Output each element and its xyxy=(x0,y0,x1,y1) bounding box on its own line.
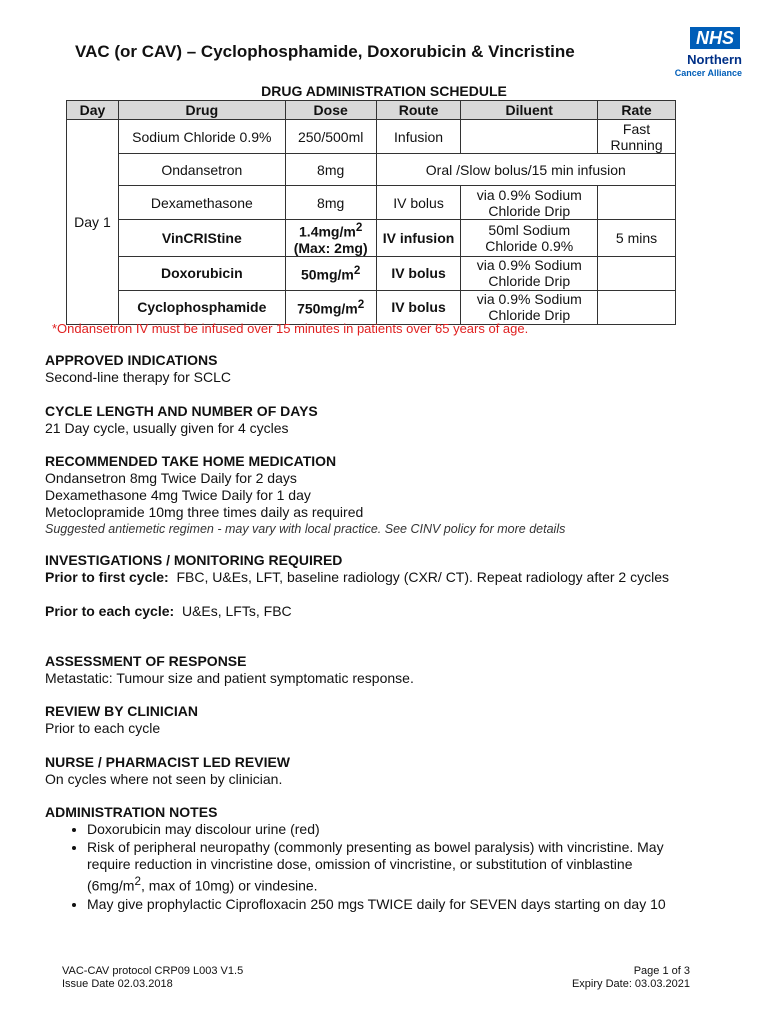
section-heading: APPROVED INDICATIONS xyxy=(45,352,218,368)
rate-cell: 5 mins xyxy=(598,220,676,257)
table-row xyxy=(67,290,676,324)
route-cell: IV bolus xyxy=(376,186,461,220)
section-heading: RECOMMENDED TAKE HOME MEDICATION xyxy=(45,453,337,469)
medication-line: Metoclopramide 10mg three times daily as required xyxy=(45,504,364,520)
header-dose: Dose xyxy=(285,101,376,120)
diluent-cell: via 0.9% Sodium Chloride Drip xyxy=(461,256,598,290)
rate-cell xyxy=(598,256,676,290)
dose-cell xyxy=(285,290,376,324)
rate-cell: Fast Running xyxy=(598,120,676,154)
section-take-home xyxy=(45,453,685,538)
section-heading: NURSE / PHARMACIST LED REVIEW xyxy=(45,754,291,770)
dose-cell: 8mg xyxy=(285,186,376,220)
section-heading: ASSESSMENT OF RESPONSE xyxy=(45,653,247,669)
table-row xyxy=(67,154,676,186)
drug-cell: VinCRIStine xyxy=(118,220,285,257)
table-header-row xyxy=(67,101,676,120)
dose-value: 50mg/m xyxy=(300,266,354,283)
section-investigations xyxy=(45,552,685,620)
section-heading: CYCLE LENGTH AND NUMBER OF DAYS xyxy=(45,403,318,419)
dose-superscript: 2 xyxy=(357,298,365,312)
drug-cell: Dexamethasone xyxy=(118,186,285,220)
nhs-logo xyxy=(672,25,746,81)
header-day: Day xyxy=(67,101,119,120)
route-cell: Infusion xyxy=(376,120,461,154)
first-cycle-text xyxy=(45,569,685,586)
document-title: VAC (or CAV) – Cyclophosphamide, Doxorubicin & Vincristine xyxy=(75,42,575,61)
section-cycle xyxy=(45,403,685,437)
first-cycle-detail: FBC, U&Es, LFT, baseline radiology (CXR/ CT). Repeat radiology after 2 cycles xyxy=(176,569,670,585)
org-name-line2: Cancer Alliance xyxy=(674,68,742,78)
section-nurse-review xyxy=(45,754,685,788)
table-row xyxy=(67,186,676,220)
dose-cell xyxy=(285,256,376,290)
ondansetron-footnote: *Ondansetron IV must be infused over 15 minutes in patients over 65 years of age. xyxy=(52,321,529,336)
footer-page: Page 1 of 3 xyxy=(633,965,690,977)
section-text: On cycles where not seen by clinician. xyxy=(45,771,283,787)
footer-expiry-date: Expiry Date: 03.03.2021 xyxy=(571,978,690,990)
section-admin-notes xyxy=(45,804,685,914)
diluent-cell: via 0.9% Sodium Chloride Drip xyxy=(461,290,598,324)
list-item xyxy=(87,839,685,895)
list-item: • Doxorubicin may discolour urine (red) xyxy=(87,821,685,838)
drug-schedule-table xyxy=(66,100,676,325)
route-cell: IV bolus xyxy=(376,290,461,324)
diluent-cell: via 0.9% Sodium Chloride Drip xyxy=(461,186,598,220)
table-row xyxy=(67,256,676,290)
route-diluent-rate-cell: Oral /Slow bolus/15 min infusion xyxy=(376,154,675,186)
schedule-title: DRUG ADMINISTRATION SCHEDULE xyxy=(261,83,507,99)
dose-superscript: 2 xyxy=(353,264,361,278)
section-review xyxy=(45,703,685,737)
drug-cell: Doxorubicin xyxy=(118,256,285,290)
medication-line: Ondansetron 8mg Twice Daily for 2 days xyxy=(45,470,297,486)
first-cycle-label: Prior to first cycle: xyxy=(45,569,169,585)
list-item: • May give prophylactic Ciprofloxacin 250 mgs TWICE daily for SEVEN days starting on day 10 xyxy=(87,896,685,913)
route-cell: IV bolus xyxy=(376,256,461,290)
superscript: 2 xyxy=(134,875,141,888)
dose-cell xyxy=(285,220,376,257)
each-cycle-text xyxy=(45,603,685,620)
route-cell: IV infusion xyxy=(376,220,461,257)
drug-cell: Sodium Chloride 0.9% xyxy=(118,120,285,154)
dose-max: (Max: 2mg) xyxy=(293,239,368,256)
neuropathy-text-end: , max of 10mg) or vindesine. xyxy=(140,877,318,894)
day-cell: Day 1 xyxy=(67,120,119,325)
medication-line: Dexamethasone 4mg Twice Daily for 1 day xyxy=(45,487,311,503)
dose-cell: 8mg xyxy=(285,154,376,186)
org-name-line1: Northern xyxy=(687,52,742,67)
header-diluent: Diluent xyxy=(461,101,598,120)
section-text: Second-line therapy for SCLC xyxy=(45,369,231,385)
neuropathy-text: Risk of peripheral neuropathy (commonly presenting as bowel paralysis) with vincristine. May require reduction in vincristine dose, omission of vincristine, or substitution of vinblastine (6mg/m xyxy=(87,839,664,894)
table-row xyxy=(67,220,676,257)
dose-superscript: 2 xyxy=(355,221,363,234)
dose-value: 1.4mg/m xyxy=(299,223,356,240)
section-text: 21 Day cycle, usually given for 4 cycles xyxy=(45,420,289,436)
header-route: Route xyxy=(376,101,461,120)
dose-cell: 250/500ml xyxy=(285,120,376,154)
footer-protocol: VAC-CAV protocol CRP09 L003 V1.5 xyxy=(62,965,244,977)
diluent-cell: 50ml Sodium Chloride 0.9% xyxy=(461,220,598,257)
section-text: Metastatic: Tumour size and patient symptomatic response. xyxy=(45,670,414,686)
drug-cell: Ondansetron xyxy=(118,154,285,186)
section-heading: ADMINISTRATION NOTES xyxy=(45,804,218,820)
table-row xyxy=(67,120,676,154)
antiemetic-note: Suggested antiemetic regimen - may vary with local practice. See CINV policy for more details xyxy=(45,522,566,536)
admin-notes-list xyxy=(45,821,685,913)
each-cycle-detail: U&Es, LFTs, FBC xyxy=(181,603,292,619)
diluent-cell xyxy=(461,120,598,154)
header-drug: Drug xyxy=(118,101,285,120)
section-heading: REVIEW BY CLINICIAN xyxy=(45,703,198,719)
drug-cell: Cyclophosphamide xyxy=(118,290,285,324)
section-indications xyxy=(45,352,685,386)
rate-cell xyxy=(598,186,676,220)
nhs-logo-mark: NHS xyxy=(690,27,740,49)
footer-issue-date: Issue Date 02.03.2018 xyxy=(62,978,173,990)
section-heading: INVESTIGATIONS / MONITORING REQUIRED xyxy=(45,552,343,568)
dose-value: 750mg/m xyxy=(297,300,358,317)
section-text: Prior to each cycle xyxy=(45,720,161,736)
rate-cell xyxy=(598,290,676,324)
section-assessment xyxy=(45,653,685,687)
header-rate: Rate xyxy=(598,101,676,120)
each-cycle-label: Prior to each cycle: xyxy=(45,603,175,619)
